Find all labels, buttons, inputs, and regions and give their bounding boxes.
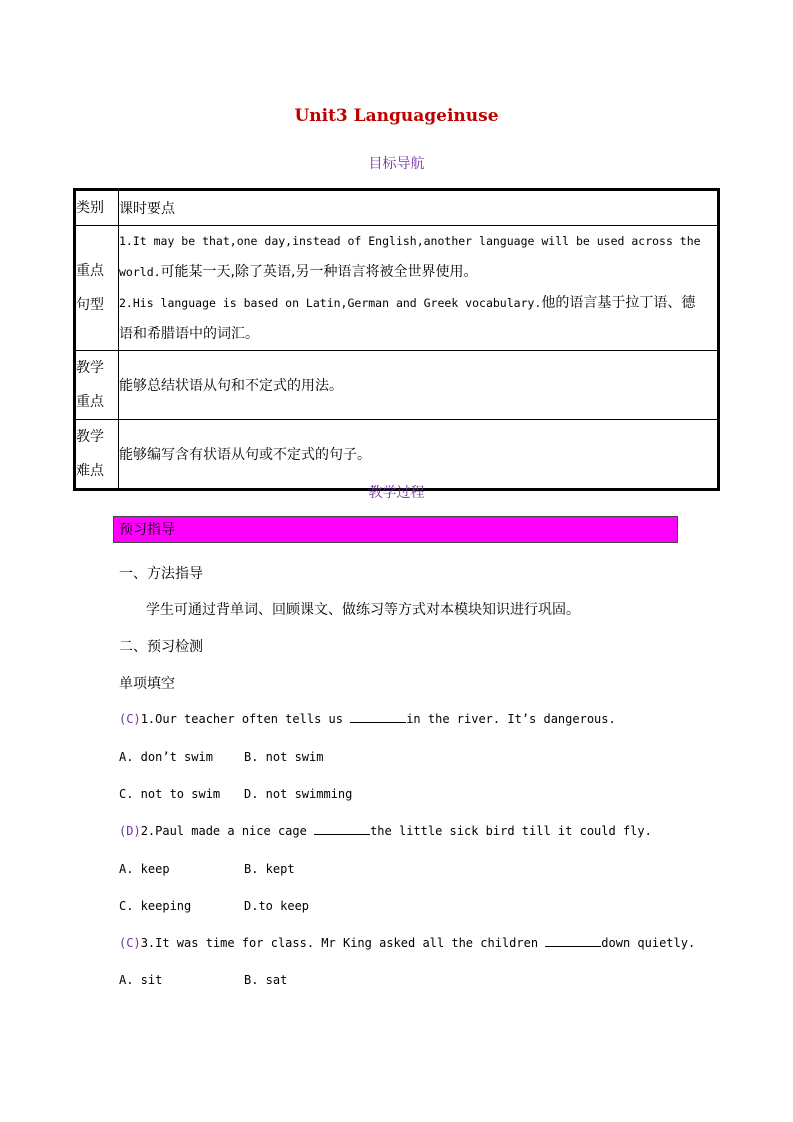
method-paragraph: 学生可通过背单词、回顾课文、做练习等方式对本模块知识进行巩固。 (146, 602, 580, 618)
table-header-row (75, 190, 719, 226)
answer-label: (C) (119, 936, 141, 950)
sentence-1-en: 1.It may be that,one day,instead of English,another language will be used across the (119, 234, 701, 248)
heading-method: 一、方法指导 (119, 566, 203, 582)
answer-blank (350, 712, 406, 723)
sentence-1-en-end: world. (119, 265, 161, 279)
sentence-2-cn: 他的语言基于拉丁语、德 (541, 295, 696, 311)
answer-blank (545, 936, 601, 947)
page-title: Unit3 Languageinuse (294, 106, 499, 126)
sentence-2-cn-end: 语和希腊语中的词汇。 (119, 326, 259, 342)
goals-table (73, 188, 720, 491)
option-d: D. not swimming (244, 787, 353, 801)
heading-single-choice: 单项填空 (119, 676, 175, 692)
sentence-1-cn: 可能某一天,除了英语,另一种语言将被全世界使用。 (160, 264, 478, 280)
question-3: (C)3.It was time for class. Mr King asked all the children down quietly. (119, 936, 696, 950)
question-2: (D)2.Paul made a nice cage the little sick bird till it could fly. (119, 824, 652, 838)
preview-banner: 预习指导 (113, 516, 678, 543)
category-cell: 教学 重点 (75, 351, 119, 420)
option-b: B. not swim (244, 750, 324, 764)
option-b: B. kept (244, 862, 295, 876)
header-content: 课时要点 (119, 190, 719, 226)
section-heading-process: 教学过程 (368, 485, 425, 501)
category-cell: 重点 句型 (75, 226, 119, 351)
teaching-difficulty-cell: 能够编写含有状语从句或不定式的句子。 (119, 420, 719, 490)
key-sentences-cell (119, 226, 719, 351)
category-cell: 教学 难点 (75, 420, 119, 490)
option-d: D.to keep (244, 899, 310, 913)
answer-blank (314, 824, 370, 835)
option-a: A. don’t swim (119, 750, 213, 764)
option-c: C. keeping (119, 899, 192, 913)
table-row (75, 226, 719, 351)
teaching-focus-cell: 能够总结状语从句和不定式的用法。 (119, 351, 719, 420)
option-b: B. sat (244, 973, 288, 987)
option-a: A. sit (119, 973, 163, 987)
answer-label: (D) (119, 824, 141, 838)
option-a: A. keep (119, 862, 170, 876)
table-row (75, 420, 719, 490)
table-row (75, 351, 719, 420)
question-1: (C)1.Our teacher often tells us in the river. It’s dangerous. (119, 712, 616, 726)
header-category: 类别 (75, 190, 119, 226)
sentence-2-en: 2.His language is based on Latin,German and Greek vocabulary. (119, 296, 542, 310)
section-heading-goals: 目标导航 (368, 156, 425, 172)
answer-label: (C) (119, 712, 141, 726)
option-c: C. not to swim (119, 787, 221, 801)
heading-preview-check: 二、预习检测 (119, 639, 203, 655)
